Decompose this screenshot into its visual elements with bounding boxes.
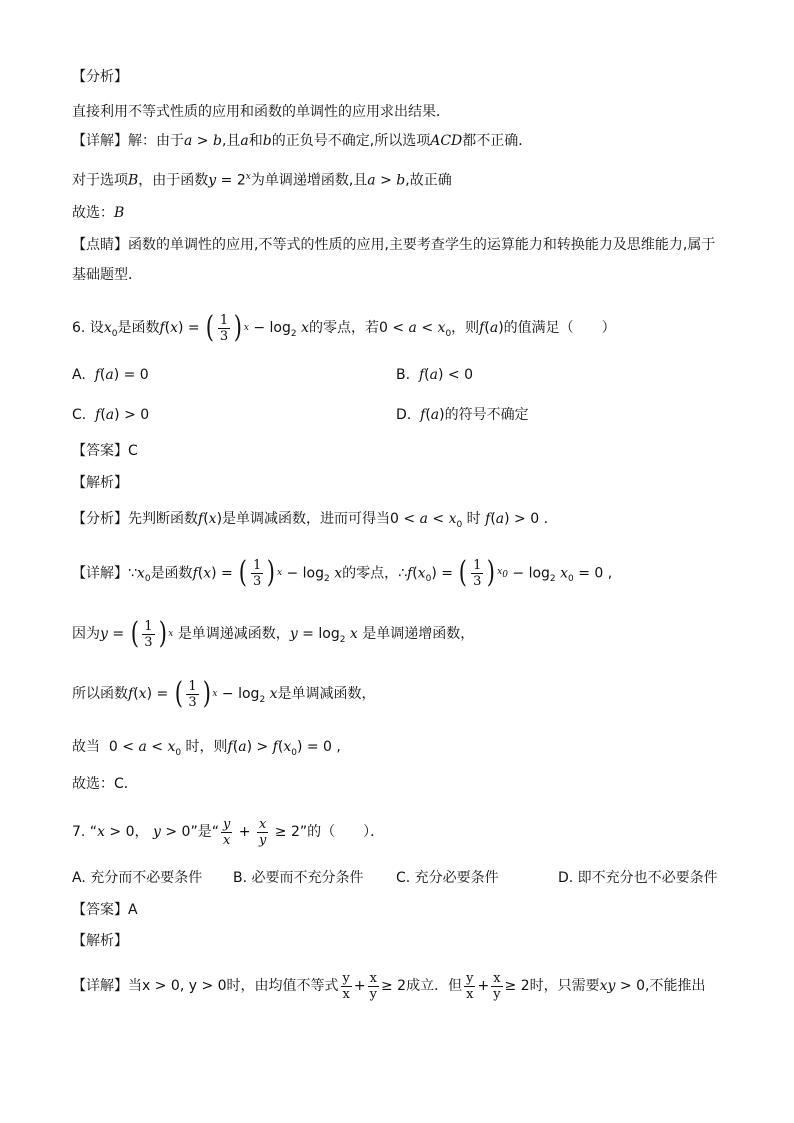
analysis-7-heading: 【解析】 [72,933,128,949]
section-analysis: 【分析】 [72,69,128,85]
option-c: C. f(a) > 0 [72,407,150,423]
q7-option-a: A. 充分而不必要条件 [72,870,203,886]
analysis-text: 直接利用不等式性质的应用和函数的单调性的应用求出结果． [72,104,450,120]
detail-line-1: 【详解】解：由于a > b,且a和b的正负号不确定,所以选项ACD都不正确． [72,133,533,149]
detail-line-2: 对于选项B，由于函数$y = 2^x$为单调递增函数,且a > b,故正确 [72,172,452,189]
option-a: A. f(a) = 0 [72,367,149,383]
answer-6: 【答案】C [72,443,138,459]
choose-line: 故选：B [72,205,125,221]
detail-6-line-2: 因为y = ( $\frac{1}{3}$ ) x 是单调递减函数，$y = \log_2 x$ 是单调递增函数， [72,616,475,651]
q7-option-d: D. 即不充分也不必要条件 [558,870,718,886]
analysis-6-heading: 【解析】 [72,475,128,491]
comment-line-1: 【点睛】函数的单调性的应用,不等式的性质的应用,主要考查学生的运算能力和转换能力及思维能力,属于 [72,237,716,253]
analysis-6: 【分析】先判断函数f(x)是单调减函数，进而可得当$0 < a < x_0$ 时 f(a) > 0 . [72,511,549,530]
q7-option-b: B. 必要而不充分条件 [233,870,364,886]
detail-6-line-4: 故当 $0 < a < x_0$ 时，则$f(a) > f(x_0) = 0$ , [72,739,341,758]
option-b: B. f(a) < 0 [396,367,473,383]
question-7: 7. “x > 0， y > 0”是“ $\frac{y}{x}$ + $\frac{x}{y}$ ≥ 2”的（ ）． [72,816,385,848]
q7-option-c: C. 充分必要条件 [396,870,499,886]
question-6: 6. 设$x_0$是函数f(x) = ( $\frac{1}{3}$ ) x − $\log_2 x$的零点，若$0 < a < x_0$，则f(a)的值满足（ ） [72,310,616,345]
detail-7: 【详解】当x > 0, y > 0时，由均值不等式 $\frac{y}{x}$ + $\frac{x}{y}$ ≥ 2成立．但 $\frac{y}{x}$ + $\frac{x}{y}$ ≥ 2时，只需要xy > 0,不能推出 [72,970,706,1002]
comment-line-2: 基础题型． [72,267,142,283]
detail-6-line-1: 【详解】$\because x_0$是函数f(x) = ( $\frac{1}{3}$ ) x − $\log_2 x$的零点，$\therefore f(x_0)$ = ( $\frac{1}{3}$ ) $x_0$ − $\log_2 x_0 = 0$ , [72,555,613,591]
choose-6: 故选：C． [72,776,138,792]
detail-6-line-3: 所以函数f(x) = ( $\frac{1}{3}$ ) x − $\log_2 x$是单调减函数， [72,676,376,711]
answer-7: 【答案】A [72,902,138,918]
option-d: D. f(a)的符号不确定 [396,407,529,423]
